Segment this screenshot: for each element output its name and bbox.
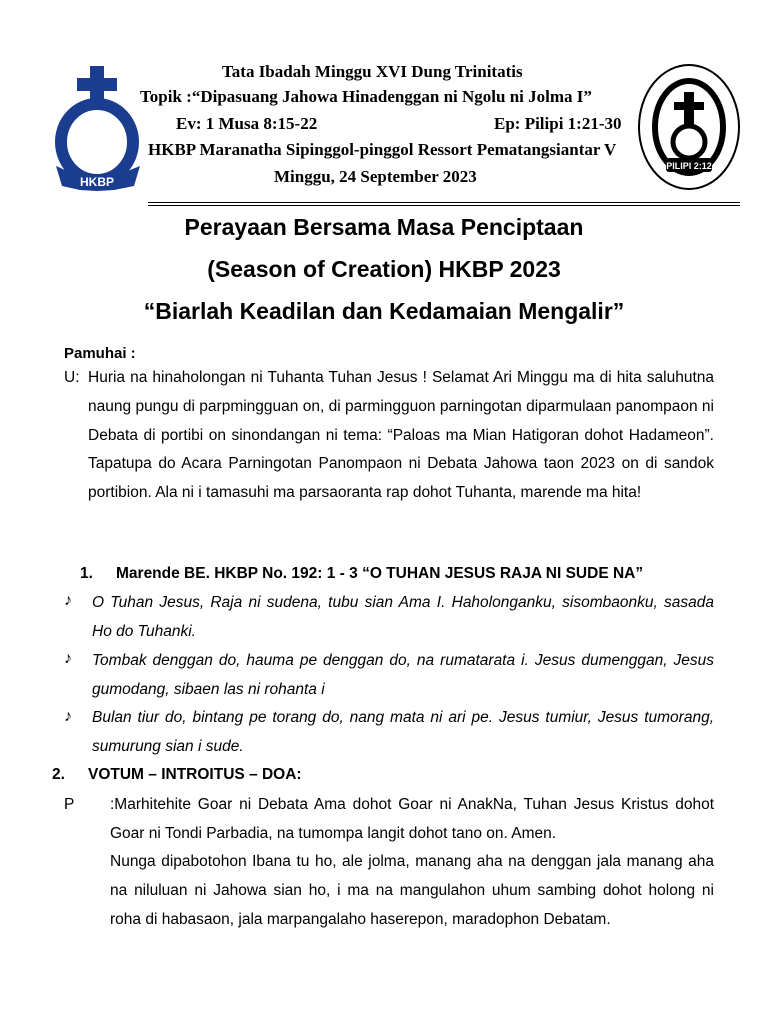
pamuhai-speaker: U: (64, 369, 80, 386)
verse-3: Bulan tiur do, bintang pe torang do, nang mata ni ari pe. Jesus tumiur, Jesus tumorang, sumurung sian i sude. (92, 709, 714, 755)
music-note-icon: ♪ (64, 592, 72, 609)
section2-speaker: P (64, 796, 75, 813)
pamuhai-text: Huria na hinaholongan ni Tuhanta Tuhan Jesus ! Selamat Ari Minggu ma di hita saluhutna naung pungu di parpmingguan on, di parmingguon parningotan diparmulaan panompaon ni Debata di portibi on sinondangan ni tema: “Paloas ma Mian Hatigoran dohot Hadameon”. Tapatupa do Acara Parningotan Panompaon ni Debata Jahowa taon 2023 on di sandok portibion. Ala ni i tamasuhi ma parsaoranta rap dohot Tuhanta, marende ma hita! (88, 369, 714, 502)
header-congregation: HKBP Maranatha Sipinggol-pinggol Ressort Pematangsiantar V (148, 140, 617, 159)
hkbp-logo (50, 62, 146, 192)
header-evangelium: Ev: 1 Musa 8:15-22 (176, 114, 318, 133)
votum-text: :Marhitehite Goar ni Debata Ama dohot Goar ni AnakNa, Tuhan Jesus Kristus dohot Goar ni Tondi Parbadia, na tumompa langit dohot tano on. Amen. (110, 796, 714, 842)
introitus-text: Nunga dipabotohon Ibana tu ho, ale jolma, manang aha na denggan jala manang aha na niluluan ni Jahowa sian ho, i ma na mangulahon uhum sambing dohot holong ni roha di habasaon, jala marpangalaho haserepon, maradophon Debatam. (110, 853, 714, 928)
section1-number: 1. (80, 565, 93, 582)
main-title: Perayaan Bersama Masa Penciptaan (184, 214, 584, 240)
section2-title: VOTUM – INTROITUS – DOA: (88, 766, 302, 783)
header-epistel: Ep: Pilipi 1:21-30 (494, 114, 622, 133)
header-rule-bottom (148, 205, 740, 206)
music-note-icon: ♪ (64, 650, 72, 667)
pamuhai-label: Pamuhai : (64, 345, 136, 362)
section2-number: 2. (52, 766, 65, 783)
header-topic: Topik :“Dipasuang Jahowa Hinadenggan ni Ngolu ni Jolma I” (140, 87, 592, 106)
orientasi-pelayanan-logo (636, 62, 742, 192)
header-service-title: Tata Ibadah Minggu XVI Dung Trinitatis (222, 62, 523, 81)
music-note-icon: ♪ (64, 708, 72, 725)
main-subtitle: (Season of Creation) HKBP 2023 (207, 256, 561, 282)
section1-title: Marende BE. HKBP No. 192: 1 - 3 “O TUHAN JESUS RAJA NI SUDE NA” (116, 565, 644, 582)
verse-2: Tombak denggan do, hauma pe denggan do, na rumatarata i. Jesus dumenggan, Jesus gumodang, sibaen las ni rohanta i (92, 652, 714, 698)
verse-1: O Tuhan Jesus, Raja ni sudena, tubu sian Ama I. Haholonganku, sisombaonku, sasada Ho do Tuhanki. (92, 594, 714, 640)
header-date: Minggu, 24 September 2023 (274, 167, 477, 186)
header-rule-top (148, 202, 740, 203)
svg-text:HKBP: HKBP (79, 175, 115, 189)
main-theme: “Biarlah Keadilan dan Kedamaian Mengalir” (143, 298, 625, 324)
svg-text:PILIPI 2:12: PILIPI 2:12 (666, 161, 712, 171)
